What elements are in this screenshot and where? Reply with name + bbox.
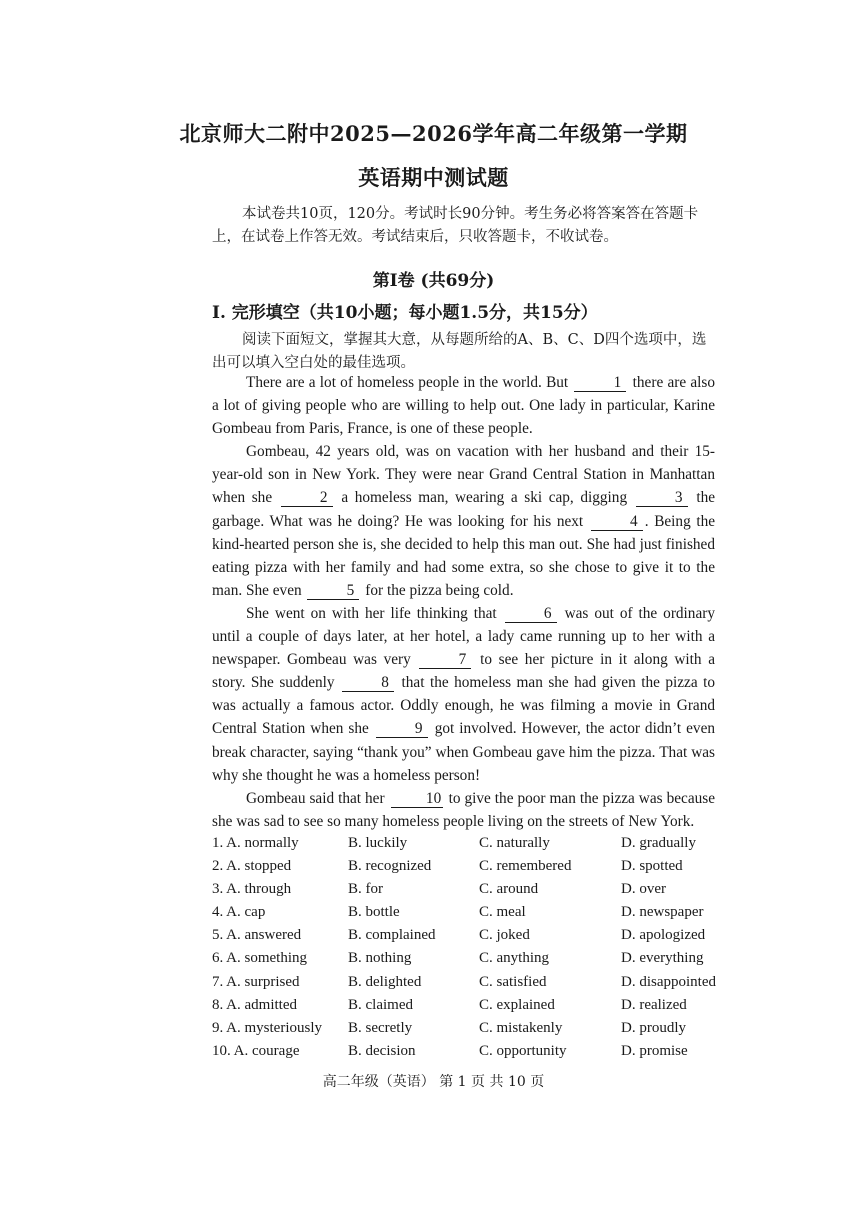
option-cell: C. anything: [479, 950, 549, 967]
option-cell: D. disappointed: [621, 973, 716, 990]
cloze-passage: [212, 371, 715, 833]
option-cell: D. promise: [621, 1042, 688, 1059]
option-row-4: [212, 901, 732, 924]
option-cell: 6. A. something: [212, 950, 308, 967]
option-row-9: [212, 1017, 732, 1040]
option-cell: C. joked: [479, 927, 530, 944]
blank-6: 6: [505, 605, 557, 623]
blank-10: 10: [391, 790, 443, 808]
option-cell: C. satisfied: [479, 973, 547, 990]
option-cell: B. bottle: [348, 904, 400, 921]
option-cell: D. apologized: [621, 927, 706, 944]
option-row-8: [212, 994, 732, 1017]
blank-9: 9: [376, 720, 428, 738]
option-cell: 2. A. stopped: [212, 858, 292, 875]
option-cell: 3. A. through: [212, 881, 292, 898]
option-cell: B. luckily: [348, 835, 408, 851]
option-cell: C. meal: [479, 904, 526, 921]
option-cell: B. complained: [348, 927, 436, 944]
option-cell: C. remembered: [479, 858, 572, 875]
blank-7: 7: [419, 651, 471, 669]
section-heading: Ⅰ. 完形填空（共10小题；每小题1.5分，共15分）: [212, 303, 598, 323]
exam-subtitle: 英语期中测试题: [358, 165, 509, 190]
passage-paragraph-4: Gombeau said that her 10 to give the poor man the pizza was because she was sad to see so many homeless people living on the streets of New York.: [212, 789, 715, 830]
blank-4: 4: [591, 513, 643, 531]
blank-5: 5: [307, 582, 359, 600]
passage-paragraph-3: She went on with her life thinking that 6 was out of the ordinary until a couple of days later, at her hotel, a lady came running up to her with a newspaper. Gombeau was very 7 to see her picture in it along with a story. She suddenly 8 that the homeless man she had given the pizza to was actually a famous actor. Oddly enough, he was filming a movie in Grand Central Station when she 9 got involved. However, the actor didn’t even break character, saying “thank you” when Gombeau gave him the pizza. That was why she thought he was a homeless person!: [212, 604, 716, 784]
part-heading: 第Ⅰ卷 (共69分): [372, 271, 495, 291]
passage-paragraph-2: Gombeau, 42 years old, was on vacation with her husband and their 15-year-old son in New York. They were near Grand Central Station in Manhattan when she 2 a homeless man, wearing a ski cap, digging 3 the garbage. What was he doing? He was looking for his next 4 . Being the kind-hearted person she is, she decided to help this man out. She had just finished eating pizza with her family and had some extra, so she chose to give it to the man. She even 5 for the pizza being cold.: [212, 443, 716, 599]
option-cell: B. nothing: [348, 950, 412, 967]
blank-8: 8: [342, 674, 394, 692]
option-cell: B. secretly: [348, 1019, 413, 1036]
answer-options: [212, 832, 732, 1063]
blank-3: 3: [636, 489, 688, 507]
option-cell: 10. A. courage: [212, 1042, 300, 1059]
option-cell: 7. A. surprised: [212, 973, 300, 990]
instructions-text: 本试卷共10页，120分。考试时长90分钟。考生务必将答案答在答题卡上，在试卷上作答无效。考试结束后，只收答题卡，不收试卷。: [212, 206, 699, 245]
option-cell: C. mistakenly: [479, 1019, 563, 1036]
option-cell: 9. A. mysteriously: [212, 1019, 323, 1036]
option-row-5: [212, 924, 732, 947]
option-cell: 4. A. cap: [212, 904, 266, 921]
option-row-6: [212, 947, 732, 970]
option-cell: D. spotted: [621, 858, 683, 875]
option-cell: B. decision: [348, 1042, 416, 1059]
option-cell: B. delighted: [348, 973, 422, 990]
option-cell: 5. A. answered: [212, 927, 302, 944]
exam-title: 北京师大二附中2025—2026学年高二年级第一学期: [179, 121, 688, 146]
option-row-3: [212, 878, 732, 901]
option-cell: B. recognized: [348, 858, 432, 875]
option-cell: B. claimed: [348, 996, 413, 1013]
option-row-2: [212, 855, 732, 878]
option-cell: C. around: [479, 881, 539, 898]
option-cell: D. newspaper: [621, 904, 704, 921]
option-cell: C. explained: [479, 996, 555, 1013]
option-cell: D. proudly: [621, 1019, 686, 1036]
option-row-1: [212, 832, 732, 855]
option-cell: D. gradually: [621, 835, 696, 851]
option-cell: D. everything: [621, 950, 704, 967]
option-cell: D. over: [621, 881, 666, 898]
section-direction: 阅读下面短文，掌握其大意，从每题所给的A、B、C、D四个选项中，选出可以填入空白处的最佳选项。: [212, 332, 707, 371]
blank-2: 2: [281, 489, 333, 507]
exam-instructions: [212, 203, 717, 249]
option-cell: C. opportunity: [479, 1042, 567, 1059]
option-cell: D. realized: [621, 996, 687, 1013]
option-cell: B. for: [348, 881, 383, 898]
option-cell: C. naturally: [479, 835, 550, 851]
passage-paragraph-1: There are a lot of homeless people in the world. But 1 there are also a lot of giving people who are willing to help out. One lady in particular, Karine Gombeau from Paris, France, is one of these people.: [212, 374, 715, 438]
option-row-7: [212, 971, 732, 994]
option-cell: 1. A. normally: [212, 835, 299, 851]
option-row-10: [212, 1040, 732, 1063]
option-cell: 8. A. admitted: [212, 996, 297, 1013]
page-footer: 高二年级（英语） 第 1 页 共 10 页: [322, 1074, 545, 1090]
blank-1: 1: [574, 374, 626, 392]
